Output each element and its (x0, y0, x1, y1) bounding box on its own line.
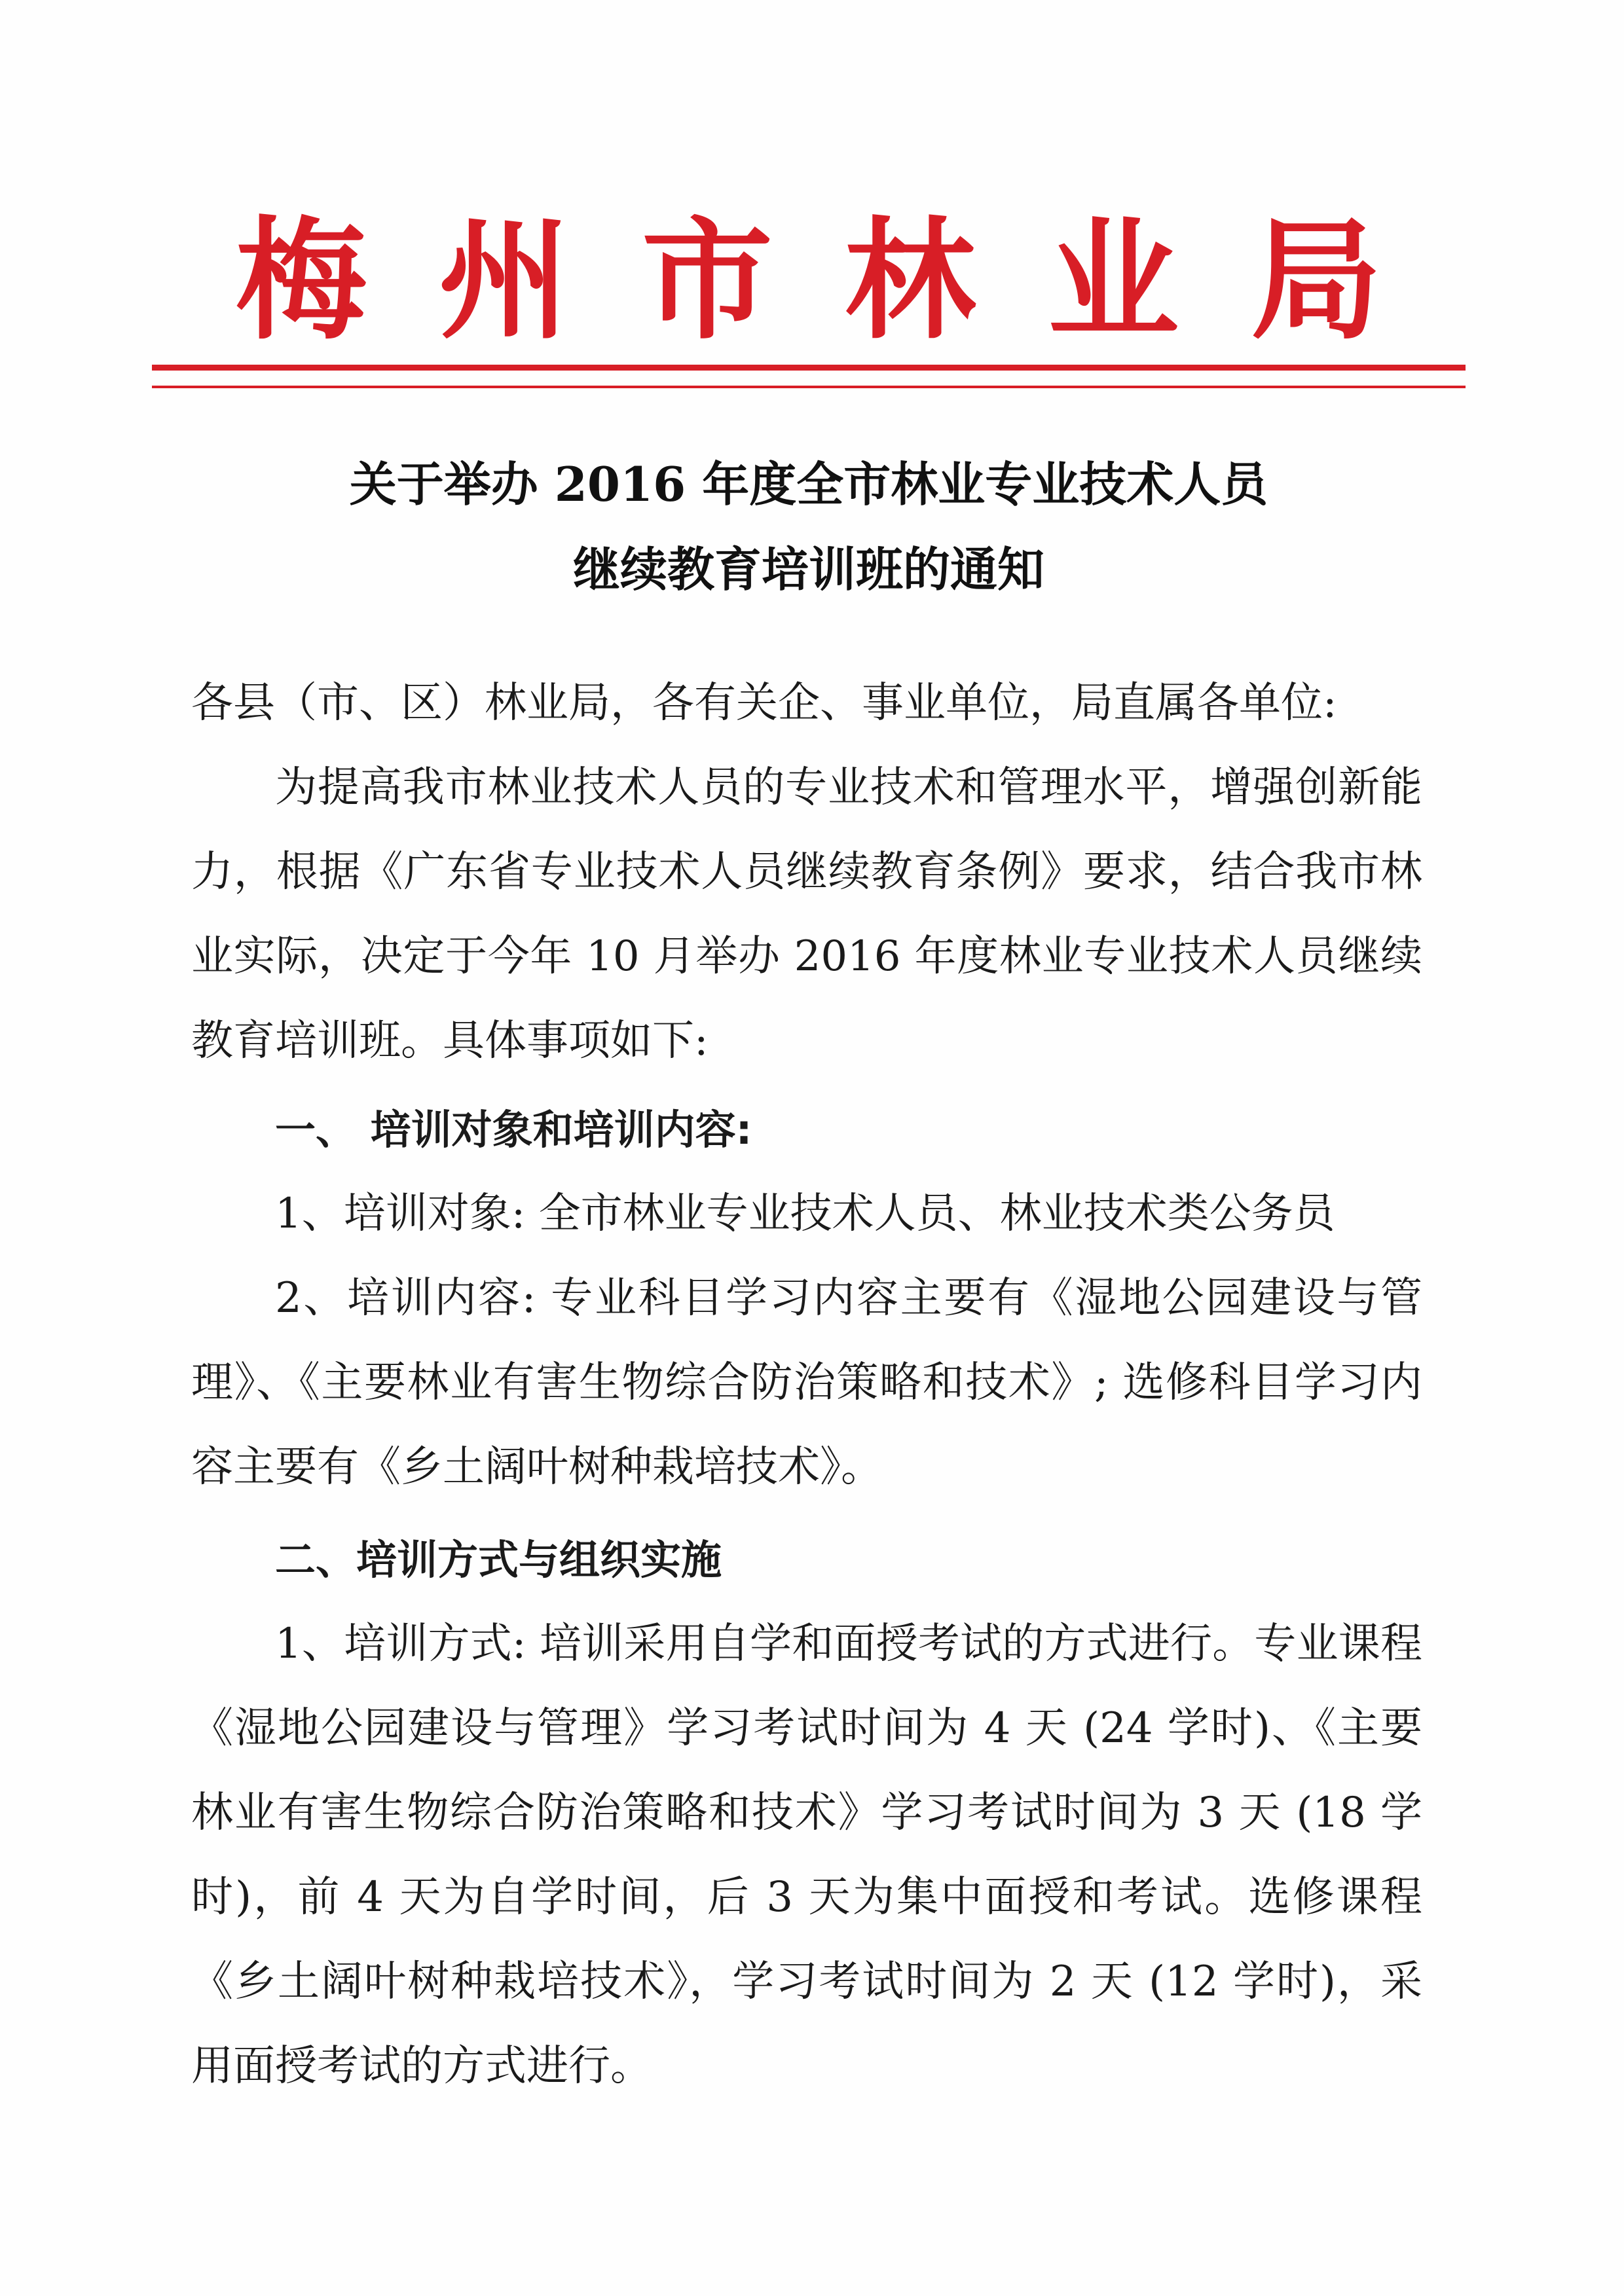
salutation: 各县（市、区）林业局，各有关企、事业单位，局直属各单位: (191, 679, 1337, 727)
document-title-line-1: 关于举办 2016 年度全市林业专业技术人员 (349, 456, 1268, 512)
document-title-line-2: 继续教育培训班的通知 (572, 541, 1044, 597)
section-1-item-2: 2、培训内容: 专业科目学习内容主要有《湿地公园建设与管理》、《主要林业有害生物综合防治策略和技术》; 选修科目学习内容主要有《乡土阔叶树种栽培技术》。 (191, 1274, 1422, 1491)
document-body (191, 661, 1422, 2109)
masthead-rule-thick (152, 365, 1466, 371)
section-2-heading: 二、培训方式与组织实施 (275, 1536, 722, 1584)
section-1-heading: 一、 培训对象和培训内容: (275, 1106, 752, 1154)
masthead-rule-thin (152, 386, 1466, 388)
agency-masthead: 梅州市林业局 (235, 205, 1454, 357)
intro-paragraph: 为提高我市林业技术人员的专业技术和管理水平，增强创新能力，根据《广东省专业技术人员继续教育条例》要求，结合我市林业实际，决定于今年 10 月举办 2016 年度林业专业技术人员继续教育培训班。具体事项如下: (191, 763, 1422, 1065)
section-2-item-1: 1、培训方式: 培训采用自学和面授考试的方式进行。专业课程《湿地公园建设与管理》学习考试时间为 4 天 (24 学时)、《主要林业有害生物综合防治策略和技术》学习考试时间为 3 天 (18 学时)，前 4 天为自学时间，后 3 天为集中面授和考试。选修课程《乡土阔叶树种栽培技术》，学习考试时间为 2 天 (12 学时)，采用面授考试的方式进行。 (191, 1620, 1422, 2090)
section-1-item-1: 1、培训对象: 全市林业专业技术人员、林业技术类公务员 (275, 1190, 1335, 1238)
